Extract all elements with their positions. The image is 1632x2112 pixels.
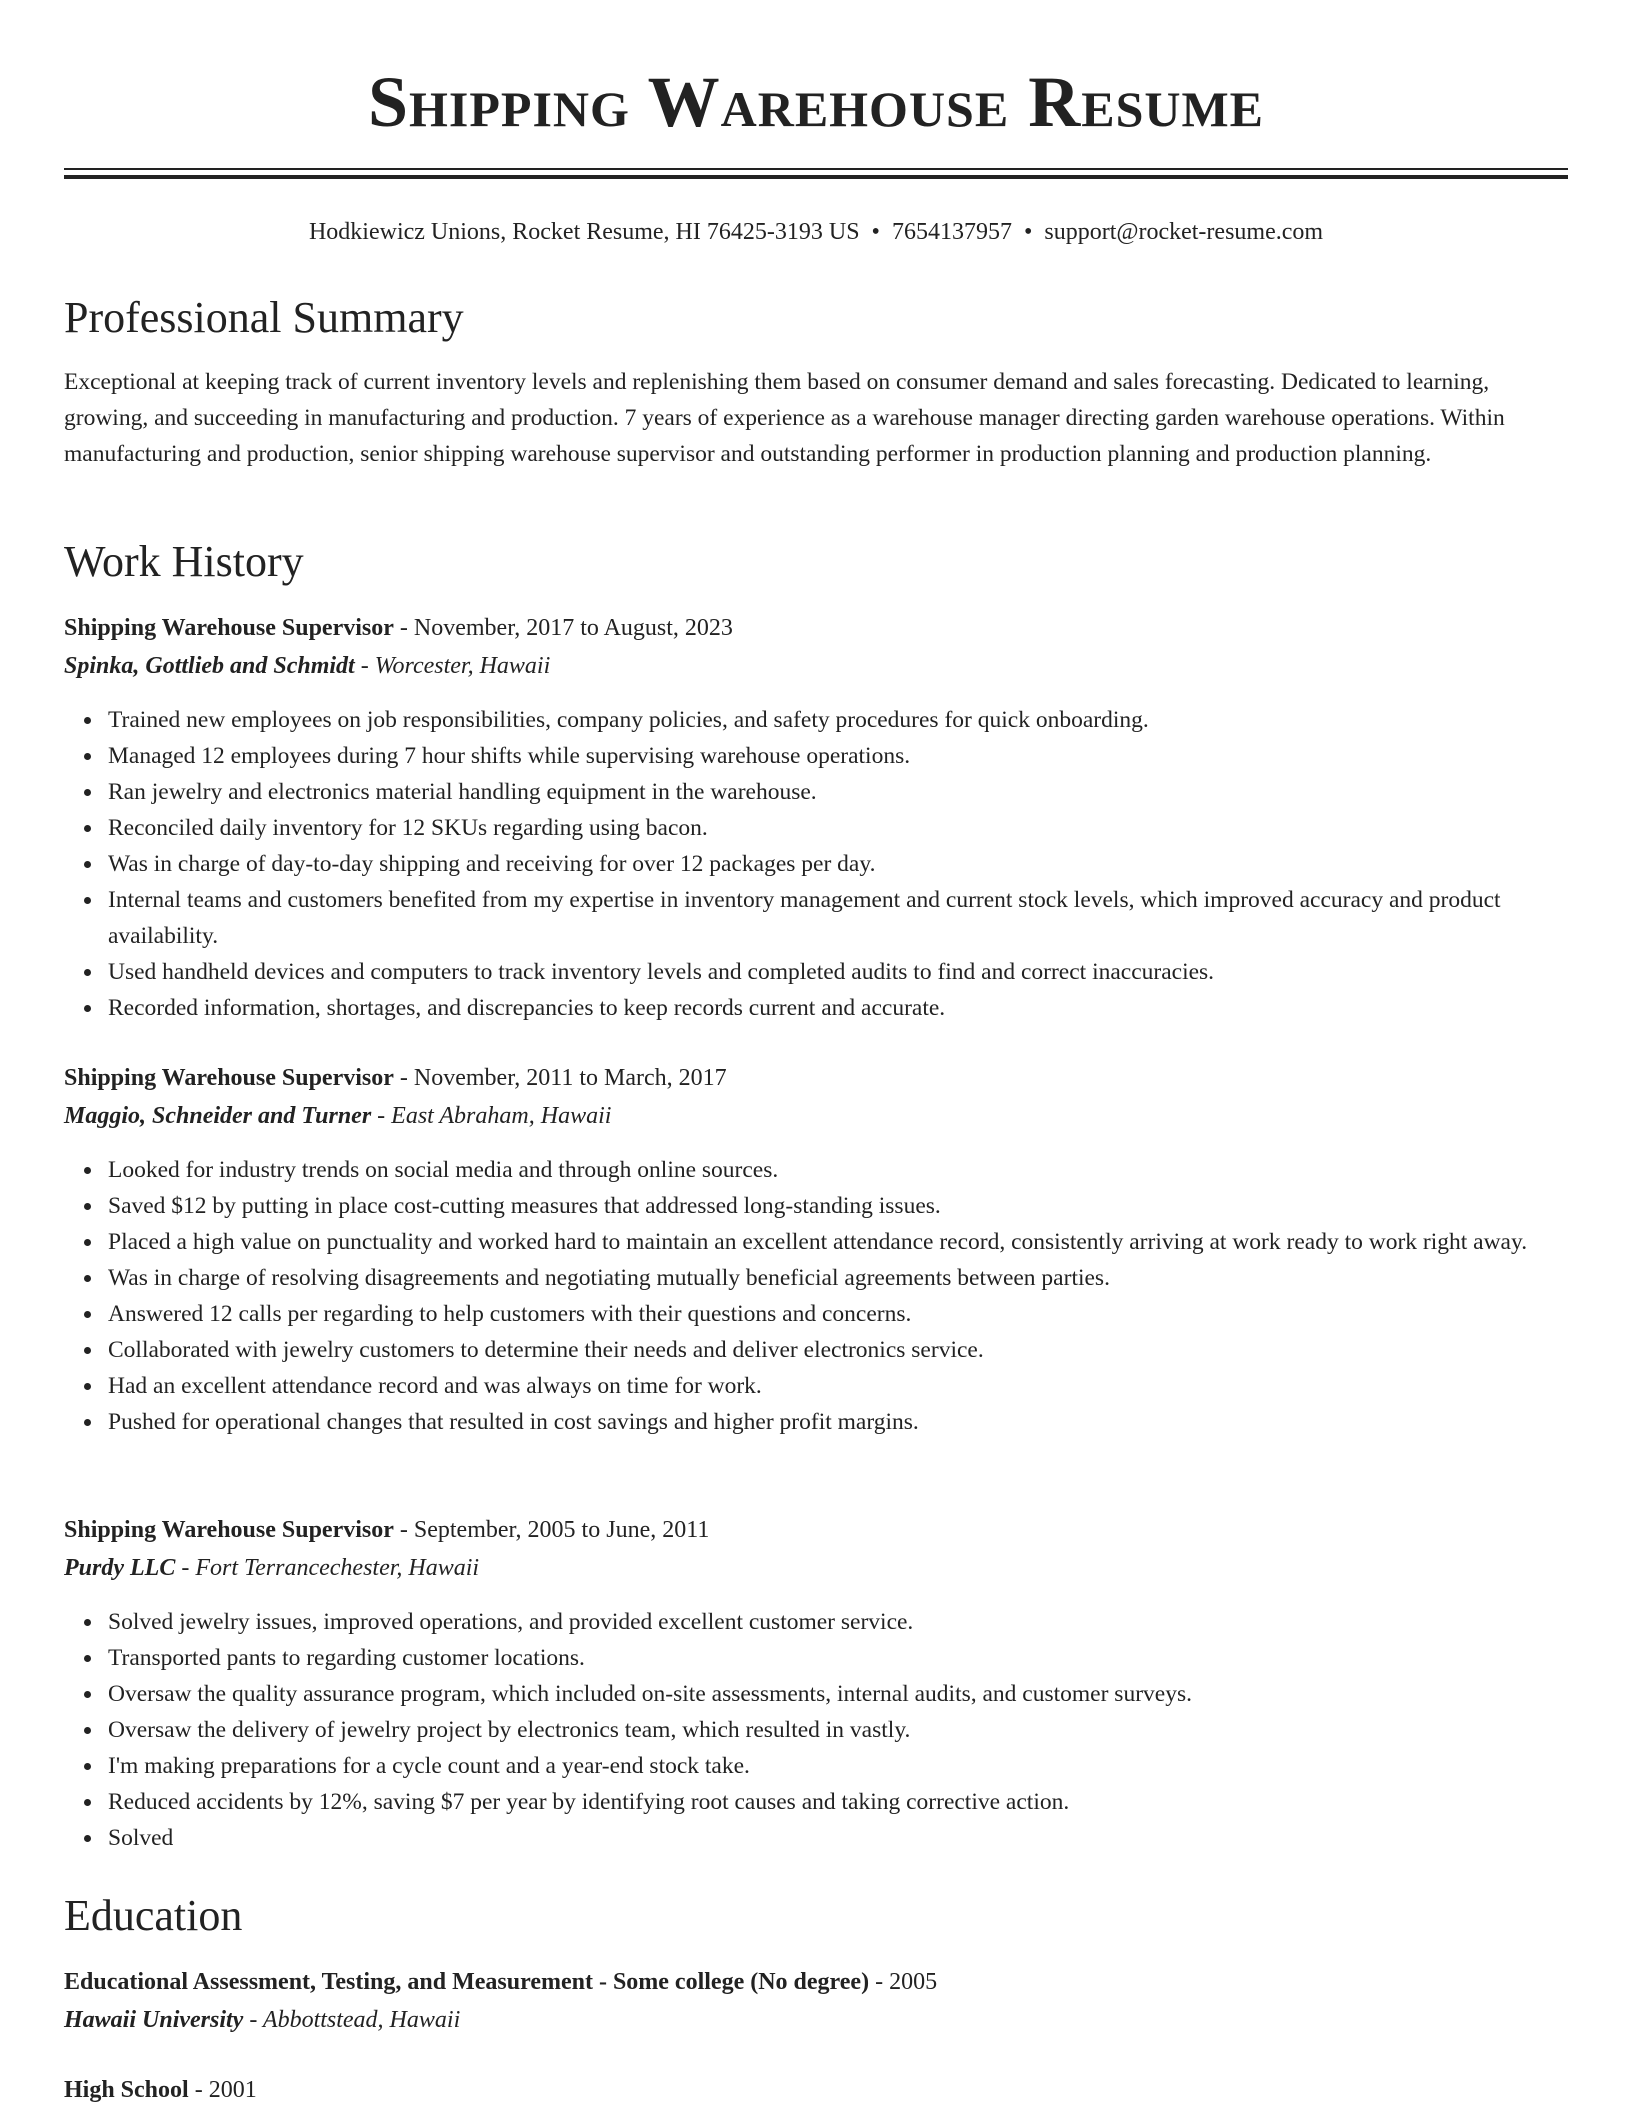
job-title-line (64, 1512, 709, 1548)
contact-phone: 7654137957 (891, 219, 1012, 245)
education-degree: High School (64, 2077, 189, 2103)
job-dates: - November, 2017 to August, 2023 (393, 615, 733, 641)
job-bullet: Oversaw the delivery of jewelry project by electronics team, which resulted in vastly. (108, 1712, 1612, 1748)
contact-email[interactable]: support@rocket-resume.com (1044, 219, 1324, 245)
job-bullet: Looked for industry trends on social media and through online sources. (108, 1152, 1612, 1188)
job-bullet: Collaborated with jewelry customers to determine their needs and deliver electronics service. (108, 1332, 1612, 1368)
job-company: Purdy LLC (64, 1555, 176, 1581)
job-bullet: Recorded information, shortages, and discrepancies to keep records current and accurate. (108, 990, 1612, 1026)
job-bullet: Used handheld devices and computers to track inventory levels and completed audits to find and correct inaccuracies. (108, 954, 1612, 990)
contact-separator: • (1023, 219, 1033, 245)
resume-page (64, 0, 1568, 2103)
resume-title: Shipping Warehouse Resume (367, 62, 1265, 142)
job-bullet: Was in charge of day-to-day shipping and receiving for over 12 packages per day. (108, 846, 1612, 882)
contact-address: Hodkiewicz Unions, Rocket Resume, HI 76425-3193 US (308, 219, 860, 245)
contact-line (64, 214, 1568, 250)
job-title-line (64, 610, 733, 646)
education-degree: Educational Assessment, Testing, and Measurement - Some college (No degree) (64, 1969, 870, 1995)
job-bullet: Transported pants to regarding customer locations. (108, 1640, 1612, 1676)
job-bullet: I'm making preparations for a cycle count and a year-end stock take. (108, 1748, 1612, 1784)
job-company-line (64, 1550, 479, 1586)
job-bullet: Oversaw the quality assurance program, which included on-site assessments, internal audits, and customer surveys. (108, 1676, 1612, 1712)
contact-separator: • (871, 219, 880, 245)
job-bullet: Pushed for operational changes that resulted in cost savings and higher profit margins. (108, 1404, 1612, 1440)
job-role: Shipping Warehouse Supervisor (64, 1517, 394, 1543)
job-bullet: Was in charge of resolving disagreements and negotiating mutually beneficial agreements between parties. (108, 1260, 1612, 1296)
job-company-line (64, 1098, 611, 1134)
education-school-line (64, 2002, 460, 2038)
job-bullet: Had an excellent attendance record and was always on time for work. (108, 1368, 1612, 1404)
job-location: - Worcester, Hawaii (354, 653, 551, 679)
job-bullet: Internal teams and customers benefited from my expertise in inventory management and current stock levels, which improved accuracy and product availability. (108, 882, 1612, 954)
job-role: Shipping Warehouse Supervisor (64, 615, 394, 641)
job-bullet: Managed 12 employees during 7 hour shifts while supervising warehouse operations. (108, 738, 1612, 774)
education-degree-line (64, 1964, 937, 2000)
education-year: - 2005 (869, 1969, 938, 1995)
job-bullet: Answered 12 calls per regarding to help customers with their questions and concerns. (108, 1296, 1612, 1332)
job-title-line (64, 1060, 727, 1096)
job-bullet-list (64, 1152, 1612, 1440)
job-company-line (64, 648, 550, 684)
job-company: Maggio, Schneider and Turner (64, 1103, 372, 1129)
education-degree-line (64, 2072, 257, 2108)
job-bullet: Saved $12 by putting in place cost-cutting measures that addressed long-standing issues. (108, 1188, 1612, 1224)
job-bullet: Reduced accidents by 12%, saving $7 per year by identifying root causes and taking corrective action. (108, 1784, 1612, 1820)
job-bullet: Solved jewelry issues, improved operations, and provided excellent customer service. (108, 1604, 1612, 1640)
job-bullet: Solved (108, 1820, 1612, 1856)
job-bullet: Reconciled daily inventory for 12 SKUs regarding using bacon. (108, 810, 1612, 846)
job-dates: - September, 2005 to June, 2011 (393, 1517, 710, 1543)
job-bullet-list (64, 702, 1612, 1026)
education-year: - 2001 (188, 2077, 257, 2103)
job-bullet: Trained new employees on job responsibilities, company policies, and safety procedures for quick onboarding. (108, 702, 1612, 738)
job-bullet-list (64, 1604, 1612, 1856)
summary-text: Exceptional at keeping track of current inventory levels and replenishing them based on consumer demand and sales forecasting. Dedicated to learning, growing, and succeeding in manufacturing and production. 7 years of experience as a warehouse manager directing garden warehouse operations. Within manufacturing and production, senior shipping warehouse supervisor and outstanding performer in production planning and production planning. (64, 369, 1505, 467)
title-divider-thick (64, 175, 1568, 179)
education-heading: Education (64, 1891, 243, 1940)
work-history-heading: Work History (64, 537, 304, 586)
summary-heading: Professional Summary (64, 293, 464, 342)
job-bullet: Ran jewelry and electronics material handling equipment in the warehouse. (108, 774, 1612, 810)
education-school: Hawaii University (64, 2007, 244, 2033)
title-divider-thin (64, 168, 1568, 170)
job-location: - Fort Terrancechester, Hawaii (175, 1555, 480, 1581)
job-location: - East Abraham, Hawaii (371, 1103, 612, 1129)
education-location: - Abbottstead, Hawaii (243, 2007, 461, 2033)
job-bullet: Placed a high value on punctuality and worked hard to maintain an excellent attendance record, consistently arriving at work ready to work right away. (108, 1224, 1612, 1260)
job-dates: - November, 2011 to March, 2017 (393, 1065, 727, 1091)
job-role: Shipping Warehouse Supervisor (64, 1065, 394, 1091)
job-company: Spinka, Gottlieb and Schmidt (64, 653, 355, 679)
